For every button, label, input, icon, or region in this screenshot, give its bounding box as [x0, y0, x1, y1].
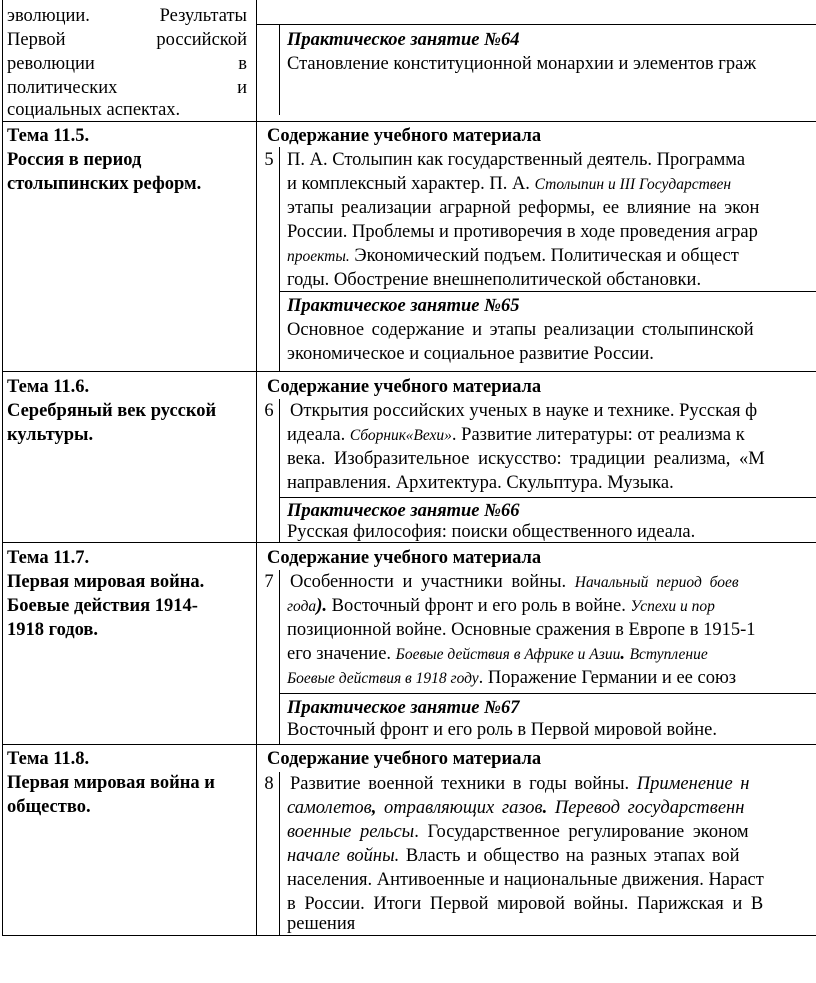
topic-number: Тема 11.7. — [7, 548, 90, 568]
topic-title-line: столыпинских реформ. — [7, 174, 202, 194]
hours-number: 5 — [264, 150, 274, 170]
content-line — [287, 820, 749, 844]
bold-italic-run: . — [620, 644, 630, 664]
content-header: Содержание учебного материала — [267, 548, 542, 568]
column-divider-number — [279, 772, 280, 935]
content-header: Содержание учебного материала — [267, 749, 542, 769]
italic-run: Начальный период боев — [574, 574, 739, 591]
italic-run: Столыпин и III Государствен — [534, 176, 732, 193]
content-line — [287, 844, 740, 868]
topic-cell-text-line: социальных аспектах. — [7, 100, 181, 120]
bold-italic-run: , — [371, 798, 377, 818]
practice-text: Становление конституционной монархии и элементов граж — [287, 54, 757, 74]
content-line — [287, 220, 758, 244]
content-line — [287, 268, 701, 292]
text-run: П. А. Столыпин как государственный деятель. Программа — [287, 150, 746, 170]
row-border — [2, 744, 816, 745]
table-left-border — [2, 0, 3, 935]
content-line — [287, 172, 731, 197]
row-border — [279, 693, 816, 694]
italic-run: Перевод государственн — [547, 798, 745, 818]
topic-title-line: Первая мировая война и — [7, 773, 215, 793]
bold-italic-run: ). — [316, 596, 327, 616]
italic-run: проекты. — [287, 248, 350, 265]
row-border — [2, 371, 816, 372]
bold-italic-run: . — [542, 798, 548, 818]
text-run: Власть и общество на разных этапах вой — [399, 846, 740, 866]
topic-title-line: Россия в период — [7, 150, 142, 170]
text-run: . Поражение Германии и ее союз — [478, 668, 737, 688]
text-run: Открытия российских ученых в науке и технике. Русская ф — [290, 401, 758, 421]
topic-title-line: 1918 годов. — [7, 620, 99, 640]
topic-number: Тема 11.6. — [7, 377, 90, 397]
word: российской — [156, 30, 247, 50]
topic-cell-text-line — [7, 28, 247, 52]
text-run: населения. Антивоенные и национальные движения. Нараст — [287, 870, 764, 890]
practice-text: Основное содержание и этапы реализации столыпинской — [287, 320, 754, 340]
text-run: его значение. — [287, 644, 396, 664]
content-header: Содержание учебного материала — [267, 377, 542, 397]
content-line — [287, 148, 745, 172]
column-divider-number — [279, 399, 280, 542]
content-line — [287, 912, 355, 936]
text-run: этапы реализации аграрной реформы, ее влияние на экон — [287, 198, 760, 218]
column-divider-number — [279, 570, 280, 744]
text-run: и комплексный характер. П. А. — [287, 174, 535, 194]
content-line — [287, 244, 739, 269]
topic-title-line: Боевые действия 1914- — [7, 596, 198, 616]
text-run: Особенности и участники войны. — [290, 572, 575, 592]
practice-title: Практическое занятие №67 — [287, 698, 520, 718]
content-line — [287, 868, 764, 892]
text-run: Экономический подъем. Политическая и общест — [349, 246, 739, 266]
word: эволюции. — [7, 6, 90, 26]
content-line — [287, 471, 674, 495]
content-line — [290, 570, 739, 595]
topic-number: Тема 11.8. — [7, 749, 90, 769]
word: Результаты — [159, 6, 247, 26]
hours-number: 8 — [264, 774, 274, 794]
topic-title-line: Серебряный век русской — [7, 401, 217, 421]
text-run: . Развитие литературы: от реализма к — [451, 425, 745, 445]
practice-title: Практическое занятие №66 — [287, 501, 520, 521]
text-run: годы. Обострение внешнеполитической обстановки. — [287, 270, 702, 290]
practice-title: Практическое занятие №65 — [287, 296, 520, 316]
hours-number: 6 — [264, 401, 274, 421]
word: революции — [7, 54, 95, 74]
content-line — [287, 666, 736, 691]
row-border — [256, 24, 816, 25]
italic-run: Сборник«Вехи» — [349, 427, 452, 444]
column-divider-topic — [256, 0, 257, 935]
row-border — [279, 497, 816, 498]
practice-text: Русская философия: поиски общественного идеала. — [287, 522, 696, 542]
content-line — [287, 642, 708, 667]
content-header: Содержание учебного материала — [267, 126, 542, 146]
content-line — [290, 772, 749, 796]
content-line — [290, 399, 757, 423]
italic-run: начале войны. — [287, 846, 400, 866]
italic-run: Вступление — [629, 646, 708, 663]
word: политических — [7, 78, 118, 98]
topic-cell-text-line — [7, 52, 247, 76]
content-line — [287, 796, 744, 820]
content-line — [287, 447, 765, 471]
text-run: позиционной войне. Основные сражения в Европе в 1915-1 — [287, 620, 756, 640]
italic-run: самолетов — [287, 798, 372, 818]
italic-run: Боевые действия в 1918 году — [287, 670, 479, 687]
text-run: России. Проблемы и противоречия в ходе проведения аграр — [287, 222, 758, 242]
text-run: . Государственное регулирование эконом — [414, 822, 749, 842]
topic-number: Тема 11.5. — [7, 126, 90, 146]
practice-text: экономическое и социальное развитие России. — [287, 344, 654, 364]
italic-run: военные рельсы — [287, 822, 415, 842]
text-run: направления. Архитектура. Скульптура. Музыка. — [287, 473, 674, 493]
content-line — [287, 423, 745, 448]
italic-run: Боевые действия в Африке и Азии — [395, 646, 621, 663]
word: в — [238, 54, 247, 74]
topic-title-line: культуры. — [7, 425, 94, 445]
italic-run: Применение н — [636, 774, 750, 794]
practice-title: Практическое занятие №64 — [287, 30, 520, 50]
content-line — [287, 594, 715, 619]
column-divider-number — [279, 24, 280, 115]
content-line — [287, 892, 763, 916]
text-run: в России. Итоги Первой мировой войны. Парижская и В — [287, 894, 764, 914]
practice-text: Восточный фронт и его роль в Первой мировой войне. — [287, 720, 717, 740]
text-run: решения — [287, 914, 356, 934]
word: Первой — [7, 30, 66, 50]
content-line — [287, 618, 756, 642]
content-line — [287, 196, 759, 220]
italic-run: года — [287, 598, 317, 615]
table-bottom-border — [2, 935, 816, 936]
text-run: века. Изобразительное искусство: традиции реализма, «М — [287, 449, 765, 469]
italic-run: отравляющих газов — [376, 798, 543, 818]
topic-cell-text-line — [7, 4, 247, 28]
hours-number: 7 — [264, 572, 274, 592]
word: и — [237, 78, 247, 98]
text-run: Восточный фронт и его роль в войне. — [326, 596, 631, 616]
italic-run: Успехи и пор — [630, 598, 715, 615]
topic-cell-text-line — [7, 76, 247, 100]
topic-title-line: общество. — [7, 797, 91, 817]
topic-title-line: Первая мировая война. — [7, 572, 205, 592]
text-run: Развитие военной техники в годы войны. — [290, 774, 637, 794]
text-run: идеала. — [287, 425, 350, 445]
column-divider-number — [279, 147, 280, 371]
